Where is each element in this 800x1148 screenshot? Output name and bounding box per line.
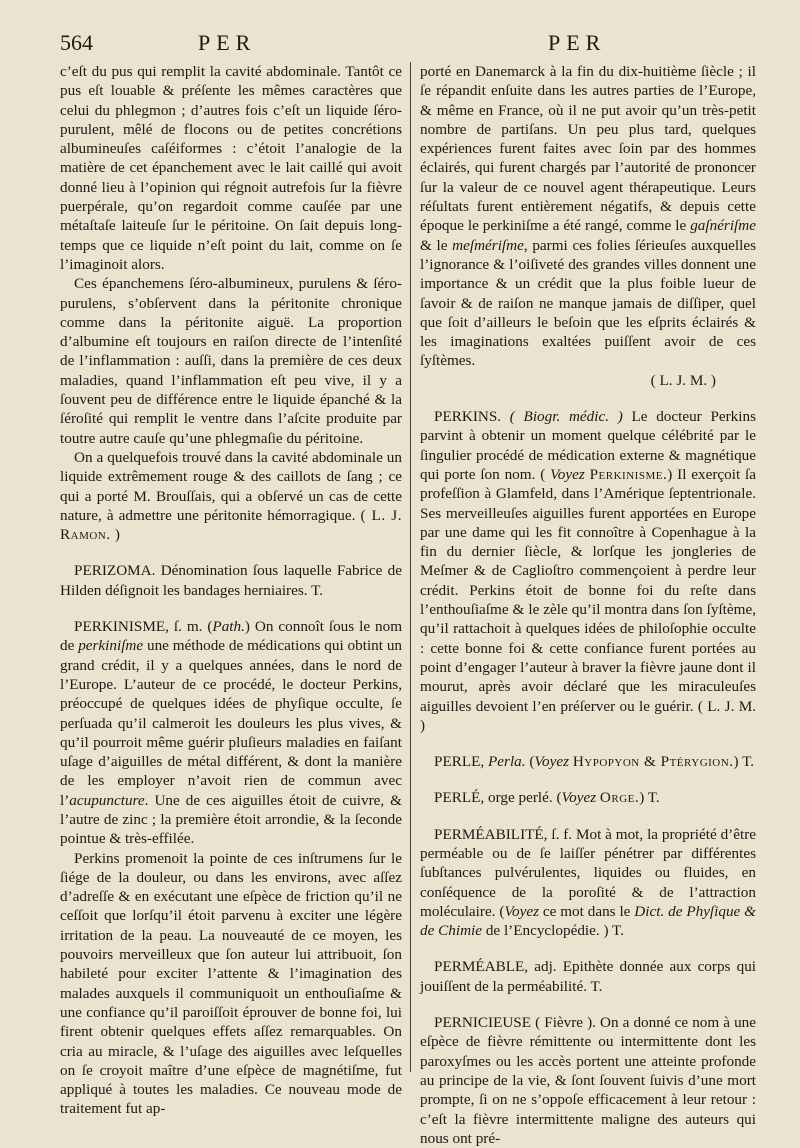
left-running-head: PER xyxy=(198,30,257,55)
entry-permeable: PERMÉABLE, adj. Epithète donnée aux corps qui jouiſſent de la perméabilité. T. xyxy=(420,958,757,995)
peritonite-paragraph-2: Ces épanchemens ſéro-albumineux, purulens & ſéro-purulens, s’obſervent dans la péritonite chronique comme dans la péritonite aiguë. La proportion d’albumine eſt toujours en raiſon directe de l’intenſité de l’inflammation : auſſi, dans la première de ces deux maladies, quand l’inflammation eſt peu vive, il y a ſouvent peu de différence entre le liquide épanché & la ſéroſité qui remplit le ventre dans l’aſcite produite par toutre autre cauſe qu’une phlegmaſie du péritoine. xyxy=(60,275,402,447)
entry-perle-2: PERLÉ, orge perlé. (Voyez Orge.) T. xyxy=(434,789,660,807)
cross-reference: Perkinisme. xyxy=(589,465,668,483)
peritonite-continuation: c’eſt du pus qui remplit la cavité abdominale. Tantôt ce pus eſt louable & préſente les mêmes caractères que celui du phlegmon ; d’autres fois c’eſt un liquide ſéro-purulent, mêlé de flocons ou de petites concrétions albumineuſes caſéiformes : c’étoit l’analogie de la matière de cet épanchement avec le lait caillé qui avoit donné lieu à l’opinion qui régnoit autrefois ſur la fièvre puerpérale, qu’on regardoit comme cauſée par une métaſtaſe laiteuſe ſur le péritoine. On ſait depuis long-temps que ce liquide n’eſt point du lait, comme on ſe l’imaginoit alors. xyxy=(60,63,402,273)
entry-head: PERLÉ, xyxy=(434,789,485,807)
entry-head: PERLE, xyxy=(434,753,485,771)
signature: ( L. J. Ramon. ) xyxy=(60,506,403,544)
page-number: 564 xyxy=(60,30,93,55)
running-head xyxy=(0,30,800,64)
cross-reference: Orge. xyxy=(599,789,640,807)
entry-head: PERNICIEUSE xyxy=(434,1014,532,1032)
left-column xyxy=(60,62,402,1119)
entry-head: PERKINS. xyxy=(434,408,502,426)
right-running-head: PER xyxy=(548,30,607,55)
entry-head: PERMÉABLE, xyxy=(434,958,529,976)
entry-head: PERMÉABILITÉ, xyxy=(434,825,548,843)
entry-pernicieuse: PERNICIEUSE ( Fièvre ). On a donné ce nom à une eſpèce de fièvre rémittente ou intermittente dont les paroxyſmes ou les accès portent une atteinte profonde au principe de la vie, & ſont ſouvent ſuivis d’une mort prompte, ſi on ne s’oppoſe efficacement à leur retour : c’eſt la fièvre intermittente maligne des auteurs qui nous ont pré- xyxy=(420,1014,756,1147)
entry-head: PERKINISME, xyxy=(74,618,169,636)
entry-perkinisme: PERKINISME, ſ. m. (Path.) On connoît ſous le nom de perkiniſme une méthode de médications qui obtint un grand crédit, il y a quelques années, dans le nord de l’Europe. L’auteur de ce procédé, le docteur Perkins, préoccupé de quelques idées de phyſique occulte, ſe perſuada qu’il calmeroit les douleurs les plus vives, & qu’il pourroit même guérir pluſieurs maladies en faiſant uſage d’aiguilles de métal différent, & dont la manière de les employer n’avoit rien de commun avec l’acupuncture. Une de ces aiguilles étoit de cuivre, & l’autre de zinc ; la première étoit arrondie, & la ſeconde pointue & très-effilée. xyxy=(60,618,403,848)
signature: ( L. J. M. ) xyxy=(420,697,757,734)
right-column xyxy=(420,62,756,1148)
entry-perizoma: PERIZOMA. Dénomination ſous laquelle Fabrice de Hilden déſignoit les bandages herniaires. T. xyxy=(60,562,402,599)
entry-head: PERIZOMA. xyxy=(74,562,156,580)
column-rule xyxy=(410,62,411,1072)
cross-reference: Hypopyon & Ptérygion. xyxy=(572,753,734,771)
perkinisme-continuation: porté en Danemarck à la fin du dix-huitième ſiècle ; il ſe répandit enſuite dans les autres parties de l’Europe, & même en France, où il ne put avoir qu’un très-petit nombre de partiſans. Un peu plus tard, quelques expériences furent faites avec ſoin par des hommes éclairés, qui furent chargés par l’autorité de prononcer ſur la valeur de ce nouvel agent thérapeutique. Leurs réſultats furent entièrement négatifs, & depuis cette époque le perkiniſme a été rangé, comme le gaſnériſme & le meſmériſme, parmi ces folies ſérieuſes auxquelles l’ignorance & l’oiſiveté des grandes villes donnent une importance & un crédit que la plus foible lueur de ſavoir & de raiſon ne manque jamais de diſſiper, quel que ſoit d’ailleurs le beſoin que les eſprits éclairés & les imaginations exaltées puiſſent avoir de ces ſyſtèmes. ( L. J. M. ) xyxy=(420,63,757,389)
entry-perkins: PERKINS. ( Biogr. médic. ) Le docteur Perkins parvint à obtenir un moment quelque célébrité par le ſingulier procédé de médication externe & magnétique qui porte ſon nom. ( Voyez Perkinisme.) Il exerçoit ſa profeſſion à Glamfeld, dans l’Amérique ſeptentrionale. Ses merveilleuſes aiguilles furent apportées en Europe par une dame qui les fit connoître à Copenhague à la fin du dernier ſiècle, & lorſque les jongleries de Meſmer & de Caglioſtro commençoient à perdre leur crédit. Perkins étoit de bonne foi du reſte dans l’enthouſiaſme & le zèle qu’il montra dans ſon ſyſtème, qu’il rattachoit à quelques idées de philoſophie occulte : cette bonne foi & cette confiance furent portées au point d’engager l’auteur à braver la fièvre jaune dont il mourut, après avoir déclaré que les miraculeuſes aiguilles devoient l’en préſerver ou le guérir. ( L. J. M. ) xyxy=(420,408,757,734)
entry-permeabilite: PERMÉABILITÉ, ſ. f. Mot à mot, la propriété d’être perméable ou de ſe laiſſer pénétrer par différentes ſubſtances pulvérulentes, liquides ou fluides, en conſéquence de la poroſité & de l’attraction moléculaire. (Voyez ce mot dans le Dict. de Phyſique & de Chimie de l’Encyclopédie. ) T. xyxy=(420,825,756,940)
peritonite-paragraph-3: On a quelquefois trouvé dans la cavité abdominale un liquide extrêmement rouge & des caillots de ſang ; ce qui a porté M. Brouſſais, qui a obſervé un cas de cette nature, à admettre une péritonite hémorragique. ( L. J. Ramon. ) xyxy=(60,448,403,544)
entry-perle: PERLE, Perla. (Voyez Hypopyon & Ptérygion.) T. xyxy=(434,753,755,771)
signature: ( L. J. M. ) xyxy=(650,371,716,389)
perkinisme-paragraph-2: Perkins promenoit la pointe de ces inſtrumens ſur le ſiége de la douleur, ou dans les environs, avec aſſez d’adreſſe & en exécutant une eſpèce de friction qu’il ne ceſſoit que lorſqu’il étoit parvenu à exciter une légère irritation de la peau. La nouveauté de ce moyen, les pouvoirs merveilleux que ſon auteur lui attribuoit, ſon habileté pour exciter l’attente & l’imagination des malades auxquels il communiquoit un enthouſiaſme & une confiance qu’il paroiſſoit éprouver de bonne foi, lui firent obtenir quelques effets aſſez remarquables. On cria au miracle, & l’uſage des aiguilles avec leſquelles on ſe croyoit maître d’une eſpèce de magnétiſme, fut appliqué à toutes les maladies. Ce nouveau mode de traitement fut ap- xyxy=(60,849,402,1118)
